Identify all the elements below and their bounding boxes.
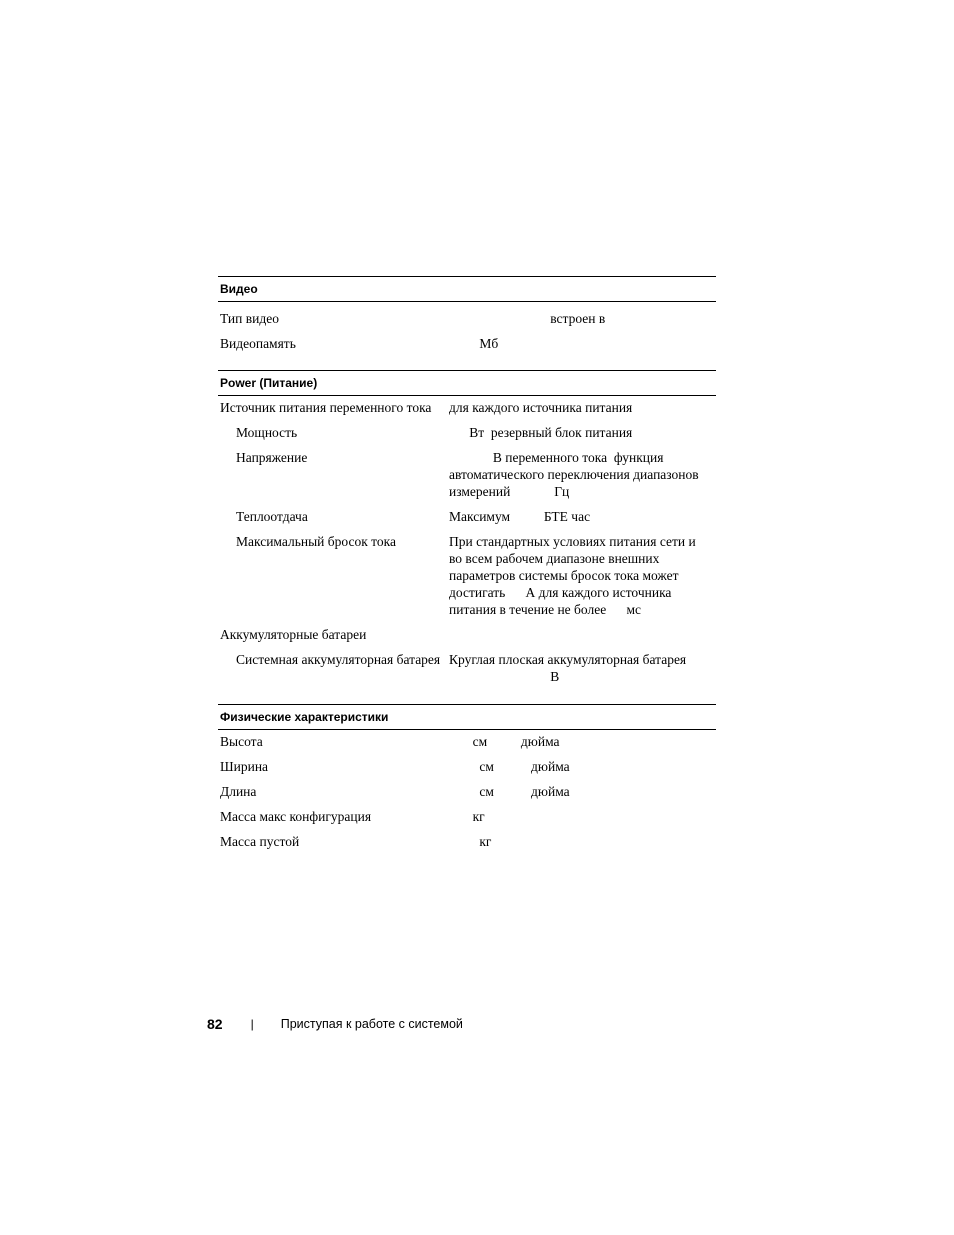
spec-value: см дюйма bbox=[449, 759, 570, 774]
spec-row-width bbox=[218, 758, 716, 775]
spec-value: встроен в bbox=[449, 311, 606, 326]
spec-row-weight-max bbox=[218, 808, 716, 825]
chapter-title: Приступая к работе с системой bbox=[280, 1017, 463, 1031]
spec-value: Мб bbox=[449, 336, 499, 351]
spec-row-inrush-current bbox=[218, 533, 716, 618]
spec-value: Максимум БТЕ час bbox=[449, 509, 591, 524]
spec-label: Масса макс конфигурация bbox=[220, 809, 372, 824]
spec-label: Ширина bbox=[220, 759, 269, 774]
spec-value: для каждого источника питания bbox=[449, 400, 633, 415]
spec-label: Максимальный бросок тока bbox=[236, 534, 396, 549]
spec-table bbox=[218, 276, 716, 850]
spec-row-length bbox=[218, 783, 716, 800]
page-footer bbox=[207, 1016, 463, 1032]
spec-label: Высота bbox=[220, 734, 263, 749]
spec-value: В переменного тока функция автоматического переключения диапазонов измерений Гц bbox=[449, 450, 699, 499]
section-header-power: Power (Питание) bbox=[218, 370, 716, 396]
spec-label: Теплоотдача bbox=[236, 509, 308, 524]
spec-row-height bbox=[218, 733, 716, 750]
spec-value: Круглая плоская аккумуляторная батарея В bbox=[449, 652, 687, 684]
spec-value: кг bbox=[449, 834, 492, 849]
spec-row-video-memory bbox=[218, 335, 716, 352]
spec-row-weight-empty bbox=[218, 833, 716, 850]
spec-label: Аккумуляторные батареи bbox=[220, 627, 367, 642]
spec-label: Источник питания переменного тока bbox=[220, 400, 432, 415]
spec-label: Тип видео bbox=[220, 311, 279, 326]
section-header-video: Видео bbox=[218, 276, 716, 302]
section-header-physical: Физические характеристики bbox=[218, 704, 716, 730]
spec-label: Системная аккумуляторная батарея bbox=[236, 652, 441, 667]
spec-row-ac-supply bbox=[218, 399, 716, 416]
page-number: 82 bbox=[207, 1016, 223, 1032]
spec-label: Масса пустой bbox=[220, 834, 300, 849]
spec-label: Длина bbox=[220, 784, 257, 799]
spec-label: Мощность bbox=[236, 425, 298, 440]
spec-value: При стандартных условиях питания сети и во всем рабочем диапазоне внешних параметров системы бросок тока может достигать А для каждого источника питания в течение не более мс bbox=[449, 534, 696, 617]
spec-value: см дюйма bbox=[449, 784, 570, 799]
spec-value: см дюйма bbox=[449, 734, 560, 749]
spec-label: Напряжение bbox=[236, 450, 308, 465]
spec-label: Видеопамять bbox=[220, 336, 296, 351]
spec-row-wattage bbox=[218, 424, 716, 441]
footer-separator: | bbox=[250, 1017, 254, 1031]
spec-row-system-battery bbox=[218, 651, 716, 685]
spec-row-video-type bbox=[218, 310, 716, 327]
spec-value: Вт резервный блок питания bbox=[449, 425, 633, 440]
spec-row-heat-dissipation bbox=[218, 508, 716, 525]
spec-value: кг bbox=[449, 809, 485, 824]
spec-row-voltage bbox=[218, 449, 716, 500]
spec-row-batteries bbox=[218, 626, 716, 643]
